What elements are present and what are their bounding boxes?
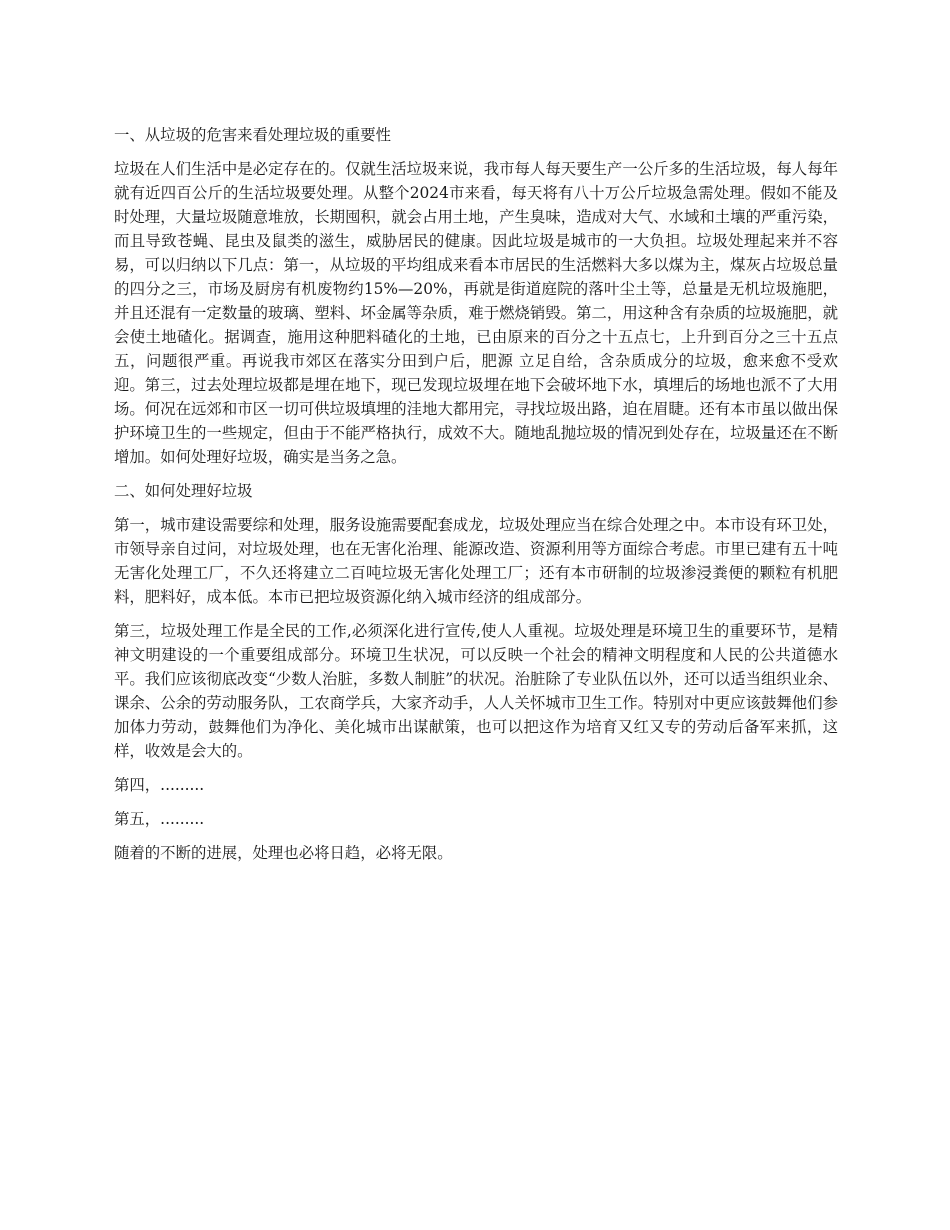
paragraph-fourth: 第四，......... (114, 776, 205, 794)
document-body (114, 123, 838, 875)
section-heading-how-to-handle: 二、如何处理好垃圾 (114, 482, 253, 500)
paragraph-hazards: 垃圾在人们生活中是必定存在的。仅就生活垃圾来说，我市每人每天要生产一公斤多的生活垃圾，每人每年就有近四百公斤的生活垃圾要处理。从整个2024市来看，每天将有八十万公斤垃圾急需处理。假如不能及时处理，大量垃圾随意堆放，长期囤积，就会占用土地，产生臭味，造成对大气、水域和土壤的严重污染，而且导致苍蝇、昆虫及鼠类的滋生，威胁居民的健康。因此垃圾是城市的一大负担。垃圾处理起来并不容易，可以归纳以下几点：第一，从垃圾的平均组成来看本市居民的生活燃料大多以煤为主，煤灰占垃圾总量的四分之三，市场及厨房有机废物约15%—20%，再就是街道庭院的落叶尘土等，总量是无机垃圾施肥，并且还混有一定数量的玻璃、塑料、坏金属等杂质，难于燃烧销毁。第二，用这种含有杂质的垃圾施肥，就会使土地碴化。据调查，施用这种肥料碴化的土地，已由原来的百分之十五点七，上升到百分之三十五点五，问题很严重。再说我市郊区在落实分田到户后，肥源 立足自给，含杂质成分的垃圾，愈来愈不受欢迎。第三，过去处理垃圾都是埋在地下，现已发现垃圾埋在地下会破坏地下水，填埋后的场地也派不了大用场。何况在远郊和市区一切可供垃圾填埋的洼地大都用完，寻找垃圾出路，迫在眉睫。还有本市虽以做出保护环境卫生的一些规定，但由于不能严格执行，成效不大。随地乱抛垃圾的情况到处存在，垃圾量还在不断增加。如何处理好垃圾，确实是当务之急。 (114, 160, 838, 466)
paragraph-comprehensive-treatment: 第一，城市建设需要综和处理，服务设施需要配套成龙，垃圾处理应当在综合处理之中。本市设有环卫处，市领导亲自过问，对垃圾处理，也在无害化治理、能源改造、资源利用等方面综合考虑。市里已建有五十吨无害化处理工厂，不久还将建立二百吨垃圾无害化处理工厂；还有本市研制的垃圾渗浸粪便的颗粒有机肥料，肥料好，成本低。本市已把垃圾资源化纳入城市经济的组成部分。 (114, 516, 838, 606)
section-heading-importance: 一、从垃圾的危害来看处理垃圾的重要性 (114, 126, 392, 144)
paragraph-public-work: 第三，垃圾处理工作是全民的工作,必须深化进行宣传,使人人重视。垃圾处理是环境卫生的重要环节，是精神文明建设的一个重要组成部分。环境卫生状况，可以反映一个社会的精神文明程度和人民的公共道德水平。我们应该彻底改变“少数人治脏，多数人制脏”的状况。治脏除了专业队伍以外，还可以适当组织业余、课余、公余的劳动服务队，工农商学兵，大家齐动手，人人关怀城市卫生工作。特别对中更应该鼓舞他们参加体力劳动，鼓舞他们为净化、美化城市出谋献策，也可以把这作为培育又红又专的劳动后备军来抓，这样，收效是会大的。 (114, 622, 838, 760)
paragraph-fifth: 第五，......... (114, 810, 205, 828)
paragraph-conclusion: 随着的不断的进展，处理也必将日趋，必将无限。 (114, 844, 453, 862)
